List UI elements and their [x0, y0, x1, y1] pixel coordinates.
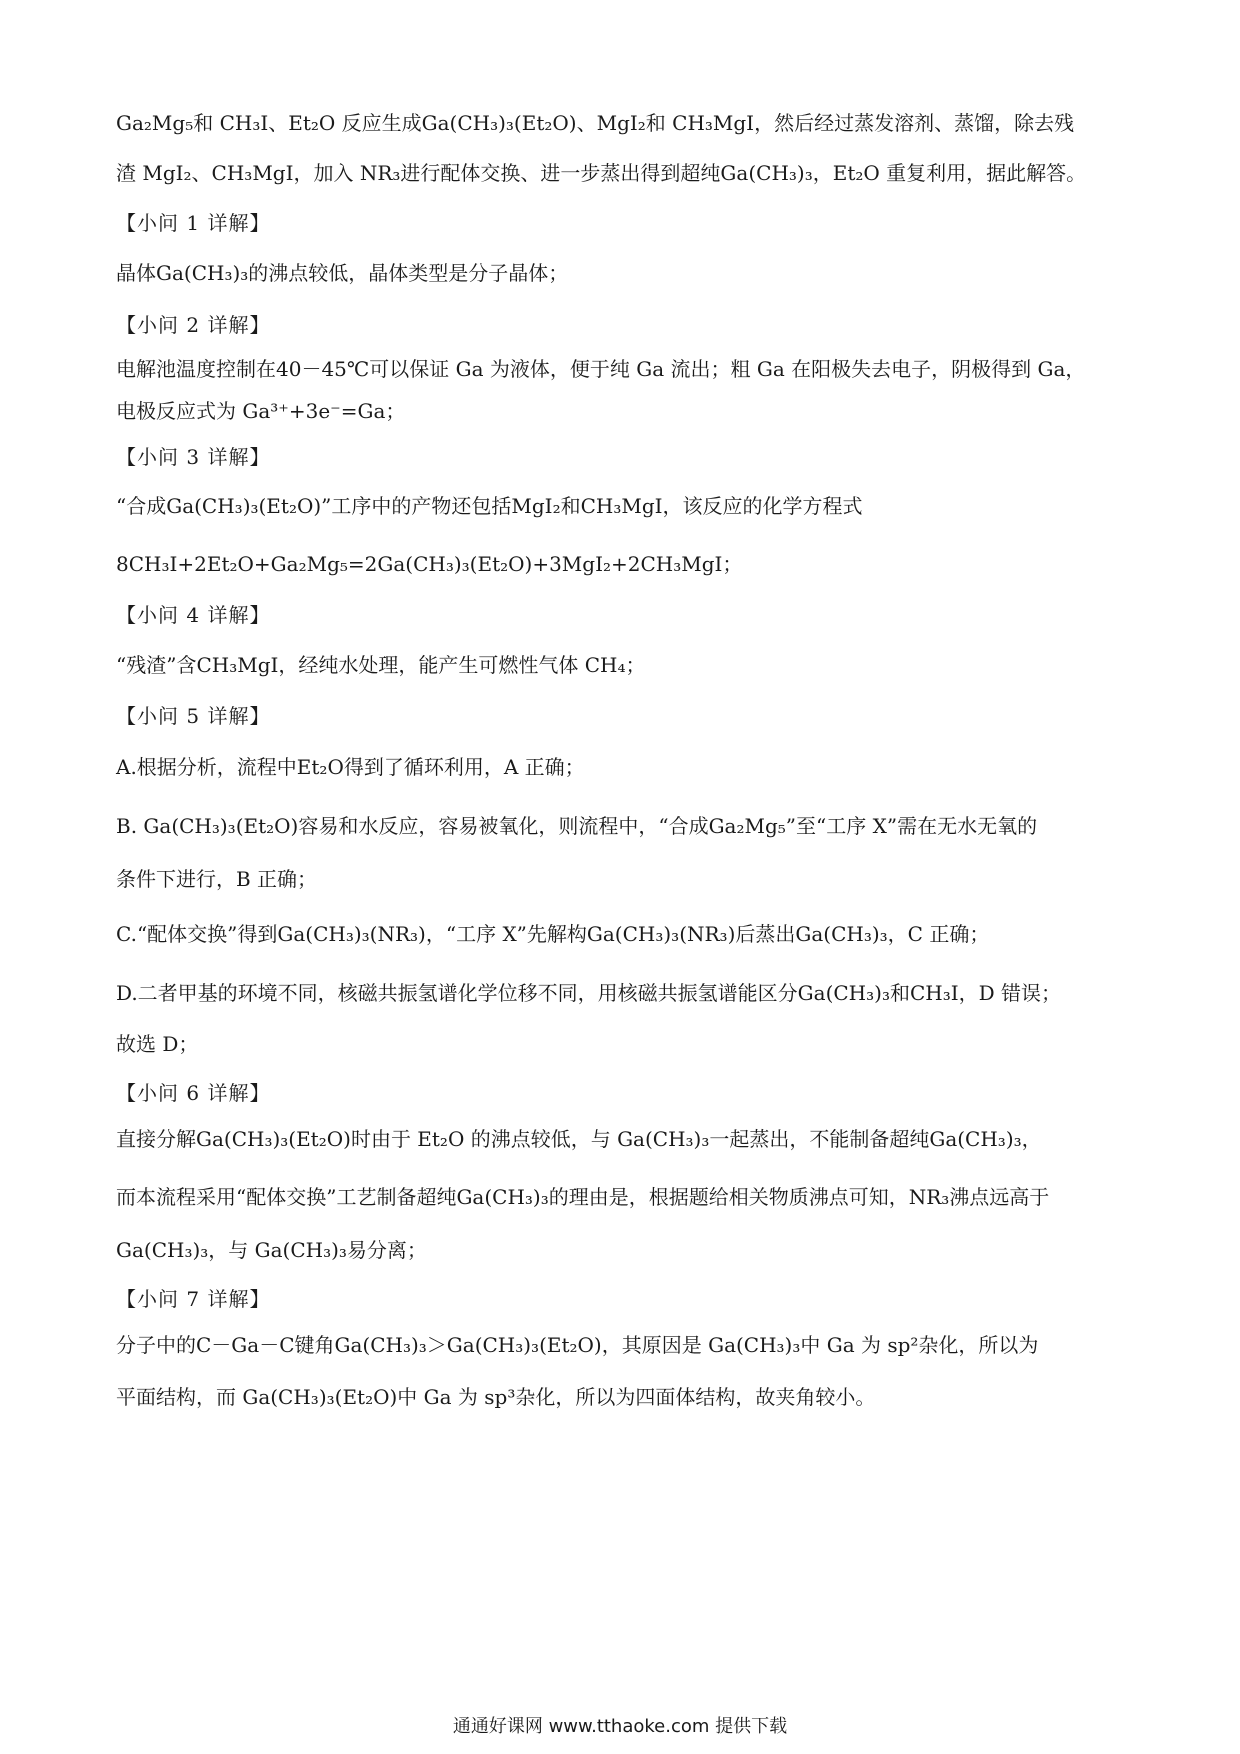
answer-text-line: 电解池温度控制在40－45℃可以保证 Ga 为液体，便于纯 Ga 流出；粗 Ga 在阳极失去电子，阴极得到 Ga，: [116, 357, 1086, 381]
answer-text-line: “合成Ga(CH₃)₃(Et₂O)”工序中的产物还包括MgI₂和CH₃MgI，该反应的化学方程式: [116, 494, 863, 518]
option-c-text: C.“配体交换”得到Ga(CH₃)₃(NR₃)，“工序 X”先解构Ga(CH₃)₃(NR₃)后蒸出Ga(CH₃)₃，C 正确；: [116, 922, 990, 946]
section-heading-1: 【小问 1 详解】: [116, 211, 271, 235]
answer-text-line: 直接分解Ga(CH₃)₃(Et₂O)时由于 Et₂O 的沸点较低，与 Ga(CH₃)₃一起蒸出，不能制备超纯Ga(CH₃)₃，: [116, 1127, 1042, 1151]
answer-text-line: Ga(CH₃)₃，与 Ga(CH₃)₃易分离；: [116, 1238, 427, 1262]
section-heading-2: 【小问 2 详解】: [116, 313, 271, 337]
chemical-equation: 8CH₃I+2Et₂O+Ga₂Mg₅=2Ga(CH₃)₃(Et₂O)+3MgI₂+2CH₃MgI；: [116, 552, 743, 576]
option-b-text: B. Ga(CH₃)₃(Et₂O)容易和水反应，容易被氧化，则流程中，“合成Ga₂Mg₅”至“工序 X”需在无水无氧的: [116, 814, 1038, 838]
section-heading-7: 【小问 7 详解】: [116, 1287, 271, 1311]
option-a-text: A.根据分析，流程中Et₂O得到了循环利用，A 正确；: [116, 755, 585, 779]
section-heading-5: 【小问 5 详解】: [116, 704, 271, 728]
option-d-text: D.二者甲基的环境不同，核磁共振氢谱化学位移不同，用核磁共振氢谱能区分Ga(CH₃)₃和CH₃I，D 错误；: [116, 981, 1062, 1005]
answer-text-line: “残渣”含CH₃MgI，经纯水处理，能产生可燃性气体 CH₄；: [116, 653, 646, 677]
section-heading-6: 【小问 6 详解】: [116, 1081, 271, 1105]
answer-text-line: 分子中的C－Ga－C键角Ga(CH₃)₃＞Ga(CH₃)₃(Et₂O)，其原因是 Ga(CH₃)₃中 Ga 为 sp²杂化，所以为: [116, 1333, 1039, 1357]
answer-text-line: 而本流程采用“配体交换”工艺制备超纯Ga(CH₃)₃的理由是，根据题给相关物质沸点可知，NR₃沸点远高于: [116, 1185, 1050, 1209]
section-heading-4: 【小问 4 详解】: [116, 603, 271, 627]
footer-source-note: 通通好课网 www.tthaoke.com 提供下载: [452, 1716, 788, 1737]
analysis-text-line: Ga₂Mg₅和 CH₃I、Et₂O 反应生成Ga(CH₃)₃(Et₂O)、MgI₂和 CH₃MgI，然后经过蒸发溶剂、蒸馏，除去残: [116, 111, 1075, 135]
section-heading-3: 【小问 3 详解】: [116, 445, 271, 469]
option-b-text-cont: 条件下进行，B 正确；: [116, 867, 318, 891]
answer-text-line: 晶体Ga(CH₃)₃的沸点较低，晶体类型是分子晶体；: [116, 261, 569, 285]
answer-choice: 故选 D；: [116, 1032, 199, 1056]
analysis-text-line: 渣 MgI₂、CH₃MgI，加入 NR₃进行配体交换、进一步蒸出得到超纯Ga(CH₃)₃，Et₂O 重复利用，据此解答。: [116, 161, 1087, 185]
answer-text-line: 平面结构，而 Ga(CH₃)₃(Et₂O)中 Ga 为 sp³杂化，所以为四面体结构，故夹角较小。: [116, 1385, 876, 1409]
answer-text-line: 电极反应式为 Ga³⁺+3e⁻=Ga；: [116, 399, 406, 423]
